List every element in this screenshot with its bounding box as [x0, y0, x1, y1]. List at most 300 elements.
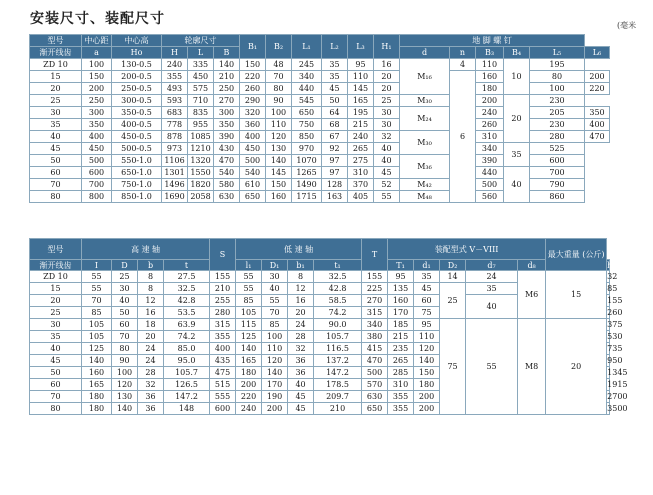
cell: 300	[82, 107, 112, 119]
cell: 650	[240, 191, 266, 203]
cell: 355	[162, 71, 188, 83]
cell: 778	[162, 119, 188, 131]
cell: 30	[262, 271, 288, 283]
cell: 125	[82, 343, 112, 355]
header-assembly-type: 装配型式 V－VIII	[388, 239, 546, 260]
cell: 74.2	[164, 331, 210, 343]
cell: 200	[414, 403, 440, 415]
cell: 240	[236, 403, 262, 415]
cell: 230	[530, 95, 585, 107]
cell: 240	[348, 131, 374, 143]
cell-weight: 735	[607, 344, 623, 353]
cell: 20	[374, 71, 400, 83]
cell: 405	[348, 191, 374, 203]
cell: 200	[414, 391, 440, 403]
cell: 90	[112, 355, 138, 367]
cell: 35	[322, 59, 348, 71]
cell-weight: 375	[607, 320, 623, 329]
cell-weight: 155	[607, 296, 623, 305]
cell: 340	[362, 319, 388, 331]
table-row	[30, 95, 610, 107]
cell: 45	[288, 391, 314, 403]
cell: 180	[476, 83, 504, 95]
cell: 45	[288, 403, 314, 415]
cell: 260	[240, 83, 266, 95]
header-center-height: 中心高	[112, 35, 162, 47]
header-low-speed-shaft: 低 速 轴	[236, 239, 362, 260]
cell: 75	[414, 307, 440, 319]
cell: 24	[288, 319, 314, 331]
cell: 55	[236, 283, 262, 295]
cell: 1490	[292, 179, 322, 191]
cell: 195	[348, 107, 374, 119]
cell: 30	[112, 283, 138, 295]
cell-d2: 14	[440, 271, 466, 283]
cell: 36	[288, 367, 314, 379]
cell-weight: 530	[607, 332, 623, 341]
cell: 85	[82, 307, 112, 319]
cell: 515	[210, 379, 236, 391]
cell: 215	[388, 331, 414, 343]
cell: 68	[322, 119, 348, 131]
cell: 148	[164, 403, 210, 415]
header-b-lower: b	[138, 260, 164, 271]
cell: 95.0	[164, 355, 210, 367]
header-t-lower: t	[164, 260, 210, 271]
cell: 100	[530, 83, 585, 95]
cell-model: 40	[30, 343, 82, 355]
cell: 540	[240, 167, 266, 179]
cell: 40	[262, 283, 288, 295]
cell: 1070	[292, 155, 322, 167]
cell: 240	[476, 107, 504, 119]
cell: 1715	[292, 191, 322, 203]
cell: 1265	[292, 167, 322, 179]
cell: 55	[82, 283, 112, 295]
header-l5: L₅	[530, 47, 585, 59]
cell: 2058	[188, 191, 214, 203]
cell-model: 35	[30, 119, 82, 131]
cell: 140	[214, 59, 240, 71]
cell: 42.8	[164, 295, 210, 307]
cell: 440	[476, 167, 504, 179]
table-row	[30, 59, 610, 71]
cell: 30	[374, 107, 400, 119]
cell: 1690	[162, 191, 188, 203]
cell: 220	[240, 71, 266, 83]
cell: 40	[288, 379, 314, 391]
cell: 92	[322, 143, 348, 155]
cell: 800	[82, 191, 112, 203]
installation-dimensions-table	[29, 34, 610, 203]
cell: 128	[322, 179, 348, 191]
cell: 750-1.0	[112, 179, 162, 191]
cell: 970	[292, 143, 322, 155]
cell: 190	[262, 391, 288, 403]
cell: 40	[374, 155, 400, 167]
cell: 150	[240, 59, 266, 71]
cell: 140	[82, 355, 112, 367]
cell: 350	[214, 119, 240, 131]
cell: 80	[530, 71, 585, 83]
cell: 1210	[188, 143, 214, 155]
cell: 340	[476, 143, 504, 155]
cell: 180	[82, 391, 112, 403]
cell: 35	[322, 71, 348, 83]
cell: 100	[266, 107, 292, 119]
cell: 973	[162, 143, 188, 155]
cell: 36	[138, 403, 164, 415]
cell: 700	[82, 179, 112, 191]
cell-model: ZD 10	[30, 271, 82, 283]
cell: 210	[314, 403, 362, 415]
header-l3: L₃	[348, 35, 374, 59]
cell: 160	[476, 71, 504, 83]
cell: 16	[138, 307, 164, 319]
cell: 200	[585, 71, 610, 83]
cell: 135	[388, 283, 414, 295]
cell: 160	[82, 367, 112, 379]
cell-d: M₃₆	[400, 155, 450, 179]
cell: 25	[374, 95, 400, 107]
cell: 16	[374, 59, 400, 71]
cell: 550-1.0	[112, 155, 162, 167]
cell-weight: 2700	[607, 392, 628, 401]
cell: 285	[388, 367, 414, 379]
cell: 200	[82, 83, 112, 95]
cell: 140	[236, 343, 262, 355]
table-row	[30, 271, 610, 283]
cell: 450	[240, 143, 266, 155]
cell-model: 50	[30, 155, 82, 167]
header-d2: D₂	[440, 260, 466, 271]
cell: 400	[210, 343, 236, 355]
cell-model: 40	[30, 131, 82, 143]
cell: 270	[214, 95, 240, 107]
cell: 435	[210, 355, 236, 367]
cell: 52	[374, 179, 400, 191]
cell: 470	[214, 155, 240, 167]
header-h: H	[162, 47, 188, 59]
cell: 12	[288, 283, 314, 295]
cell: 28	[138, 367, 164, 379]
header-involute-2: 渐开线齿	[30, 260, 82, 271]
cell: 500	[240, 155, 266, 167]
header-i: I	[82, 260, 112, 271]
cell: 750	[292, 119, 322, 131]
table-row	[30, 319, 610, 331]
cell: 475	[210, 367, 236, 379]
header-b1: B₁	[240, 35, 266, 59]
cell: 95	[348, 59, 374, 71]
cell: 470	[585, 131, 610, 143]
cell: 850-1.0	[112, 191, 162, 203]
header-h2: h₂	[607, 260, 616, 270]
cell-d7: 55	[466, 319, 518, 415]
cell-b4: 10	[504, 59, 530, 95]
header-d7: d₇	[466, 260, 518, 271]
cell: 40	[374, 143, 400, 155]
cell: 165	[348, 95, 374, 107]
cell: 540	[214, 167, 240, 179]
cell: 155	[210, 271, 236, 283]
cell: 390	[214, 131, 240, 143]
cell: 300	[214, 107, 240, 119]
cell: 180	[82, 403, 112, 415]
cell: 355	[388, 403, 414, 415]
cell: 250-0.5	[112, 83, 162, 95]
cell-model: 80	[30, 191, 82, 203]
cell: 630	[362, 391, 388, 403]
header-max-weight: 最大重量 (公斤)	[546, 239, 607, 271]
cell: 53.5	[164, 307, 210, 319]
cell: 97	[322, 155, 348, 167]
cell: 315	[210, 319, 236, 331]
cell: 400	[82, 131, 112, 143]
header-center-distance: 中心距	[82, 35, 112, 47]
cell: 60	[414, 295, 440, 307]
cell: 555	[210, 391, 236, 403]
assembly-dimensions-table	[29, 238, 628, 415]
cell: 63.9	[164, 319, 210, 331]
cell-model: 80	[30, 403, 82, 415]
cell: 58.5	[314, 295, 362, 307]
cell-d7: 40	[466, 295, 518, 319]
cell-n: 6	[450, 71, 476, 203]
cell-b4: 40	[504, 167, 530, 203]
cell: 170	[388, 307, 414, 319]
header-t: T	[362, 239, 388, 271]
cell-d: M₃₀	[400, 95, 450, 107]
cell: 205	[530, 107, 585, 119]
cell: 355	[210, 331, 236, 343]
header-n: n	[450, 47, 476, 59]
cell: 370	[348, 179, 374, 191]
cell: 560	[476, 191, 504, 203]
cell: 593	[162, 95, 188, 107]
header-involute: 渐开线齿	[30, 47, 82, 59]
cell: 210	[214, 71, 240, 83]
cell: 130-0.5	[112, 59, 162, 71]
cell: 650	[362, 403, 388, 415]
cell: 1320	[188, 155, 214, 167]
cell: 245	[292, 59, 322, 71]
cell: 70	[82, 295, 112, 307]
cell: 147.2	[164, 391, 210, 403]
cell: 85	[262, 319, 288, 331]
cell: 32.5	[164, 283, 210, 295]
cell: 70	[262, 307, 288, 319]
cell: 493	[162, 83, 188, 95]
cell: 137.2	[314, 355, 362, 367]
cell: 55	[374, 191, 400, 203]
cell: 180	[236, 367, 262, 379]
cell: 315	[362, 307, 388, 319]
cell: 32	[288, 343, 314, 355]
cell: 24	[138, 343, 164, 355]
header-d1-upper: D₁	[262, 260, 288, 271]
cell: 500	[362, 367, 388, 379]
cell: 500-0.5	[112, 143, 162, 155]
header-model: 型号	[30, 35, 82, 47]
cell: 400	[585, 119, 610, 131]
cell: 280	[530, 131, 585, 143]
cell-h2: 15	[546, 271, 607, 319]
header-l1-sub: l₁	[236, 260, 262, 271]
cell-d: M₃₀	[400, 131, 450, 155]
cell: 450	[188, 71, 214, 83]
header-l1: L₁	[292, 35, 322, 59]
cell: 97	[322, 167, 348, 179]
cell: 85	[236, 295, 262, 307]
header-outline-size: 轮廓尺寸	[162, 35, 240, 47]
header-model-2: 型号	[30, 239, 82, 260]
cell: 860	[530, 191, 585, 203]
cell: 1496	[162, 179, 188, 191]
cell: 140	[112, 403, 138, 415]
cell: 255	[210, 295, 236, 307]
header-l: L	[188, 47, 214, 59]
cell: 470	[362, 355, 388, 367]
cell: 150	[266, 179, 292, 191]
cell: 240	[162, 59, 188, 71]
header-s: S	[210, 239, 236, 271]
cell: 55	[82, 271, 112, 283]
cell: 700	[530, 167, 585, 179]
cell: 165	[82, 379, 112, 391]
cell: 155	[362, 271, 388, 283]
cell: 110	[414, 331, 440, 343]
cell: 74.2	[314, 307, 362, 319]
header-b3: B₃	[476, 47, 504, 59]
cell: 545	[292, 95, 322, 107]
cell-model: 15	[30, 71, 82, 83]
cell: 120	[262, 355, 288, 367]
cell: 1820	[188, 179, 214, 191]
cell: 140	[414, 355, 440, 367]
cell: 90.0	[314, 319, 362, 331]
cell-model: 70	[30, 391, 82, 403]
cell-model: 60	[30, 167, 82, 179]
cell-h2: 20	[546, 319, 607, 415]
cell: 27.5	[164, 271, 210, 283]
cell: 415	[362, 343, 388, 355]
header-d8: d₈	[518, 260, 546, 271]
cell: 85.0	[164, 343, 210, 355]
cell: 125	[236, 331, 262, 343]
cell-model: 35	[30, 331, 82, 343]
cell-n: 4	[450, 59, 476, 71]
cell: 440	[292, 83, 322, 95]
cell: 105	[236, 307, 262, 319]
cell: 350	[585, 107, 610, 119]
cell: 110	[348, 71, 374, 83]
cell: 200-0.5	[112, 71, 162, 83]
cell: 195	[530, 59, 585, 71]
cell: 250	[82, 95, 112, 107]
header-high-speed-shaft: 高 速 轴	[82, 239, 210, 260]
cell: 70	[112, 331, 138, 343]
cell-weight: 260	[607, 308, 623, 317]
cell-weight: 3500	[607, 404, 628, 413]
cell: 1301	[162, 167, 188, 179]
cell: 110	[266, 119, 292, 131]
cell: 64	[322, 107, 348, 119]
cell: 105	[82, 331, 112, 343]
cell: 575	[188, 83, 214, 95]
cell: 955	[188, 119, 214, 131]
cell: 265	[348, 143, 374, 155]
cell: 230	[530, 119, 585, 131]
header-t1-upper: T₁	[388, 260, 414, 271]
cell: 215	[348, 119, 374, 131]
cell-d7: 24	[466, 271, 518, 283]
cell: 600	[210, 403, 236, 415]
cell: 450-0.5	[112, 131, 162, 143]
cell: 350	[82, 119, 112, 131]
cell: 280	[210, 307, 236, 319]
cell: 130	[266, 143, 292, 155]
cell-d: M₄₈	[400, 191, 450, 203]
cell: 36	[138, 391, 164, 403]
cell: 320	[240, 107, 266, 119]
cell: 40	[112, 295, 138, 307]
cell-weight: 950	[607, 356, 623, 365]
header-b: B	[214, 47, 240, 59]
cell: 630	[214, 191, 240, 203]
cell-model: ZD 10	[30, 59, 82, 71]
cell: 878	[162, 131, 188, 143]
cell: 380	[362, 331, 388, 343]
cell-d2: 25	[440, 283, 466, 319]
cell: 200	[262, 403, 288, 415]
header-anchor-bolts: 地 脚 螺 钉	[400, 35, 585, 47]
cell-d: M₂₄	[400, 107, 450, 131]
cell: 20	[288, 307, 314, 319]
cell-model: 70	[30, 179, 82, 191]
cell: 200	[476, 95, 504, 107]
cell: 270	[362, 295, 388, 307]
cell-weight: 32	[607, 272, 618, 281]
cell-model: 50	[30, 367, 82, 379]
cell: 28	[288, 331, 314, 343]
cell: 8	[288, 271, 314, 283]
cell: 400-0.5	[112, 119, 162, 131]
cell: 100	[262, 331, 288, 343]
cell: 400	[240, 131, 266, 143]
cell: 50	[322, 95, 348, 107]
cell: 500	[476, 179, 504, 191]
cell-weight: 85	[607, 284, 618, 293]
cell-model: 25	[30, 95, 82, 107]
cell: 110	[262, 343, 288, 355]
cell: 30	[374, 119, 400, 131]
header-b1-sub: b₁	[288, 260, 314, 271]
cell: 170	[262, 379, 288, 391]
cell: 50	[112, 307, 138, 319]
cell: 100	[82, 59, 112, 71]
cell: 340	[292, 71, 322, 83]
cell: 36	[288, 355, 314, 367]
cell: 35	[414, 271, 440, 283]
cell: 200	[236, 379, 262, 391]
cell: 300-0.5	[112, 95, 162, 107]
cell: 12	[138, 295, 164, 307]
cell: 430	[214, 143, 240, 155]
cell: 178.5	[314, 379, 362, 391]
cell-model: 15	[30, 283, 82, 295]
header-l6: L₆	[585, 47, 610, 59]
